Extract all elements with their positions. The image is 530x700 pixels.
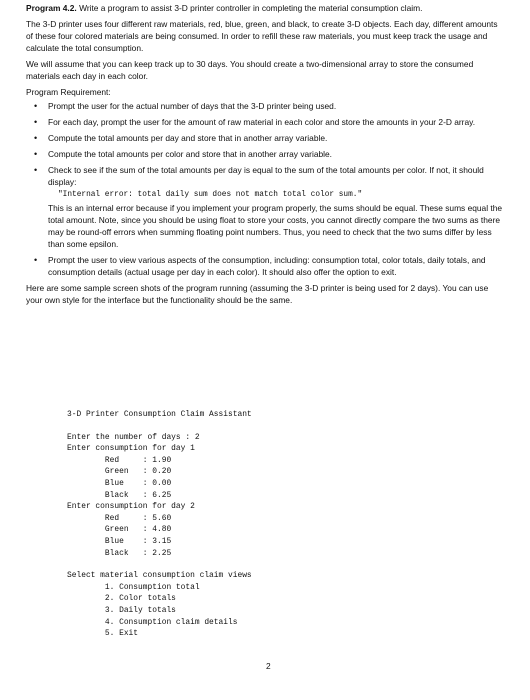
requirements-list bbox=[26, 100, 506, 278]
console-row: Blue : 3.15 bbox=[67, 536, 172, 546]
console-menu-title: Select material consumption claim views bbox=[67, 571, 252, 581]
requirement-item: • Prompt the user to view various aspects of the consumption, including: consumption total, color totals, daily totals, and consumption details (actual usage per day in each color). It should also offer the option to exit. bbox=[26, 254, 506, 278]
console-prompt-days: Enter the number of days : 2 bbox=[67, 432, 200, 442]
requirement-item-text: Check to see if the sum of the total amounts per day is equal to the sum of the total amounts per color. If not, it should display: bbox=[48, 165, 484, 187]
program-title-paragraph bbox=[26, 2, 506, 14]
console-menu-item: 3. Daily totals bbox=[67, 605, 176, 615]
console-row: Black : 2.25 bbox=[67, 548, 172, 558]
console-header: 3-D Printer Consumption Claim Assistant bbox=[67, 410, 252, 419]
console-day1-prompt: Enter consumption for day 1 bbox=[67, 444, 195, 454]
intro-paragraph-1: The 3-D printer uses four different raw materials, red, blue, green, and black, to create 3-D objects. Each day, different amounts of these four colored materials are being consumed. In order to refill these raw materials, you must keep track the usage and calculate the total consumption. bbox=[26, 19, 498, 53]
sample-intro-paragraph: Here are some sample screen shots of the program running (assuming the 3-D printer is being used for 2 days). You can use your own style for the interface but the functionality should be the same. bbox=[26, 283, 489, 305]
console-day2-prompt: Enter consumption for day 2 bbox=[67, 502, 195, 512]
requirement-item: • Compute the total amounts per color and store that in another array variable. bbox=[26, 148, 506, 160]
document-page bbox=[26, 2, 506, 306]
console-menu-item: 4. Consumption claim details bbox=[67, 617, 238, 627]
console-row: Green : 0.20 bbox=[67, 467, 172, 477]
console-row: Blue : 0.00 bbox=[67, 478, 172, 488]
program-title: Program 4.2. bbox=[26, 3, 77, 13]
requirement-item: • Prompt the user for the actual number of days that the 3-D printer being used. bbox=[26, 100, 506, 112]
requirement-item: • For each day, prompt the user for the amount of raw material in each color and store the amounts in your 2-D array. bbox=[26, 116, 506, 128]
console-row: Black : 6.25 bbox=[67, 490, 172, 500]
error-message: "Internal error: total daily sum does not match total color sum." bbox=[58, 191, 363, 199]
requirement-item-check bbox=[26, 164, 506, 250]
console-row: Red : 5.60 bbox=[67, 513, 172, 523]
console-sample-output bbox=[67, 409, 252, 640]
console-row: Green : 4.80 bbox=[67, 525, 172, 535]
requirement-item: • Compute the total amounts per day and store that in another array variable. bbox=[26, 132, 506, 144]
intro-paragraph-2: We will assume that you can keep track up to 30 days. You should create a two-dimensional array to store the consumed materials each day in each color. bbox=[26, 59, 474, 81]
console-row: Red : 1.90 bbox=[67, 455, 172, 465]
console-menu-item: 1. Consumption total bbox=[67, 582, 200, 592]
program-title-text: Write a program to assist 3-D printer controller in completing the material consumption claim. bbox=[76, 3, 423, 13]
page-number: 2 bbox=[266, 661, 271, 671]
requirements-heading: Program Requirement: bbox=[26, 87, 111, 97]
console-menu-item: 5. Exit bbox=[67, 629, 139, 639]
error-explanation: This is an internal error because if you implement your program properly, the sums should be equal. These sums equal the total amount. Note, since you should be using float to store your costs, you cannot directly compare the two sums as there may be round-off errors when summing floating point numbers. Thus, you need to check that the two sums differ by less than some epsilon. bbox=[48, 203, 503, 249]
console-menu-item: 2. Color totals bbox=[67, 594, 176, 604]
